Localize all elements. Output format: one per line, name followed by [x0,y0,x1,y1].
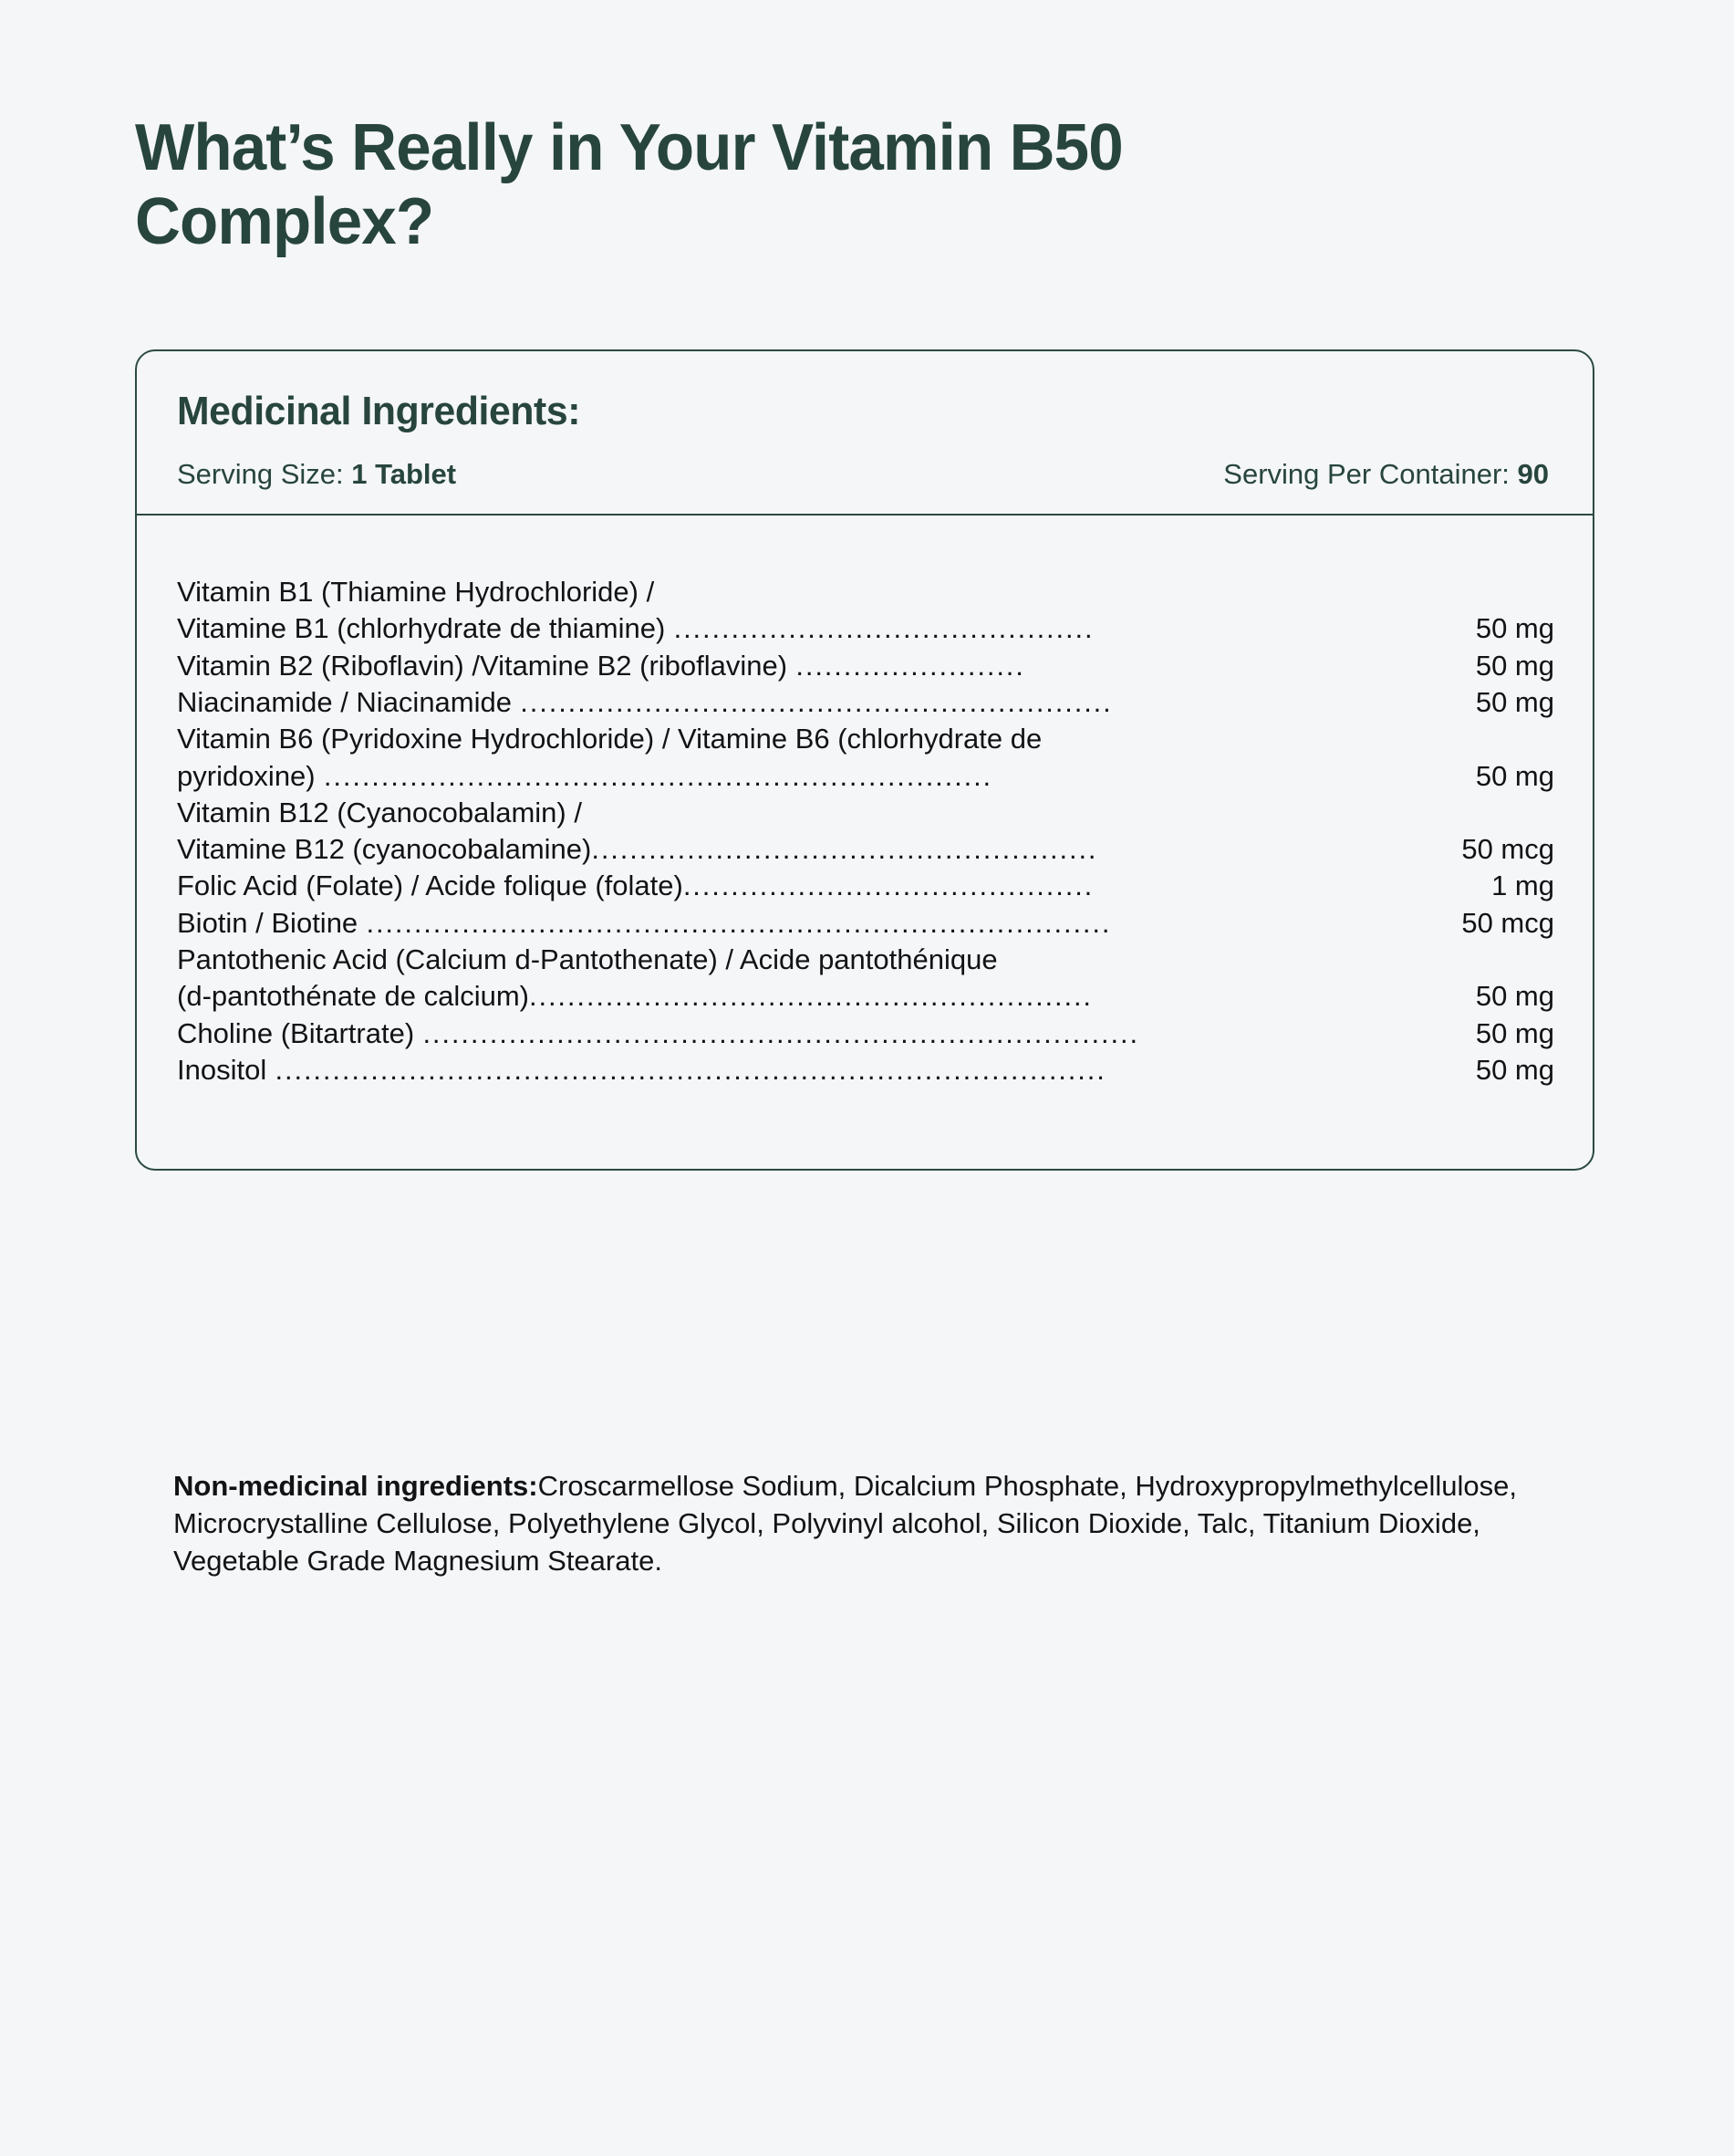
serving-info-row [177,457,1552,491]
leader-dots: ........................................................... [529,980,1093,1013]
ingredient-row [177,610,1554,647]
leader-dots: .............................................................. [520,685,1113,718]
ingredient-line-continued: Vitamin B12 (Cyanocobalamin) / [177,796,582,828]
serving-per-container [1223,457,1549,491]
ingredients-list [177,574,1554,1088]
ingredient-name: pyridoxine) [177,759,316,792]
leader-dots: ............................................ [673,612,1095,645]
ingredient-amount: 50 mg [1475,612,1554,645]
ingredient-name: Choline (Bitartrate) [177,1016,415,1049]
ingredient-amount: 50 mg [1475,980,1554,1013]
ingredient-name: Biotin / Biotine [177,906,358,939]
ingredient-name: Vitamine B12 (cyanocobalamine) [177,833,592,866]
ingredient-amount: 50 mg [1475,649,1554,682]
serving-size-value: 1 Tablet [351,458,457,491]
non-medicinal-label: Non-medicinal ingredients: [173,1470,538,1502]
ingredient-amount: 50 mg [1475,685,1554,718]
ingredient-row [177,1016,1554,1052]
leader-dots: ..................................................... [591,833,1098,866]
leader-dots: ...................................................................... [323,759,993,792]
ingredient-row [177,978,1554,1015]
ingredient-row [177,648,1554,684]
serving-size-label: Serving Size: [177,458,344,491]
ingredient-row [177,905,1554,942]
leader-dots: ....................................................................................... [275,1053,1106,1086]
medicinal-ingredients-card [135,349,1594,1171]
ingredients-body [137,516,1593,1169]
non-medicinal-text: Croscarmellose Sodium, Dicalcium Phosphate, Hydroxypropylmethylcellulose, Microcrystalline Cellulose, Polyethylene Glycol, Polyvinyl alcohol, Silicon Dioxide, Talc, Titanium Dioxide, Vegetable Grade Magnesium Stearate. [173,1470,1517,1578]
ingredient-name: Vitamin B2 (Riboflavin) /Vitamine B2 (riboflavine) [177,649,788,682]
ingredient-name: Inositol [177,1053,267,1086]
serving-per-container-label: Serving Per Container: [1223,458,1510,491]
serving-per-container-value: 90 [1517,458,1549,491]
card-heading: Medicinal Ingredients: [177,389,581,433]
ingredient-amount: 50 mg [1475,1053,1554,1086]
ingredient-amount: 50 mg [1475,759,1554,792]
ingredient-line-continued: Pantothenic Acid (Calcium d-Pantothenate) / Acide pantothénique [177,943,998,976]
page-title: What’s Really in Your Vitamin B50 Complex? [135,111,1123,258]
ingredient-name: Niacinamide / Niacinamide [177,685,512,718]
leader-dots: ........................ [795,649,1025,682]
leader-dots: ........................................... [682,870,1095,902]
leader-dots: ........................................................................... [422,1016,1139,1049]
ingredient-line-continued: Vitamin B1 (Thiamine Hydrochloride) / [177,576,655,609]
ingredient-name: (d-pantothénate de calcium) [177,980,530,1013]
ingredient-amount: 1 mg [1491,870,1554,902]
ingredient-row [177,1052,1554,1088]
leader-dots: .............................................................................. [366,906,1112,939]
ingredient-row [177,868,1554,904]
ingredient-line-continued: Vitamin B6 (Pyridoxine Hydrochloride) / Vitamine B6 (chlorhydrate de [177,723,1043,755]
ingredient-name: Vitamine B1 (chlorhydrate de thiamine) [177,612,666,645]
ingredient-name: Folic Acid (Folate) / Acide folique (folate) [177,870,683,902]
ingredient-row [177,831,1554,868]
ingredient-row [177,758,1554,795]
ingredient-amount: 50 mcg [1461,906,1554,939]
card-header [137,351,1593,514]
ingredient-row [177,684,1554,721]
ingredient-amount: 50 mg [1475,1016,1554,1049]
ingredient-amount: 50 mcg [1461,833,1554,866]
non-medicinal-ingredients [173,1467,1523,1580]
serving-size [177,457,456,491]
